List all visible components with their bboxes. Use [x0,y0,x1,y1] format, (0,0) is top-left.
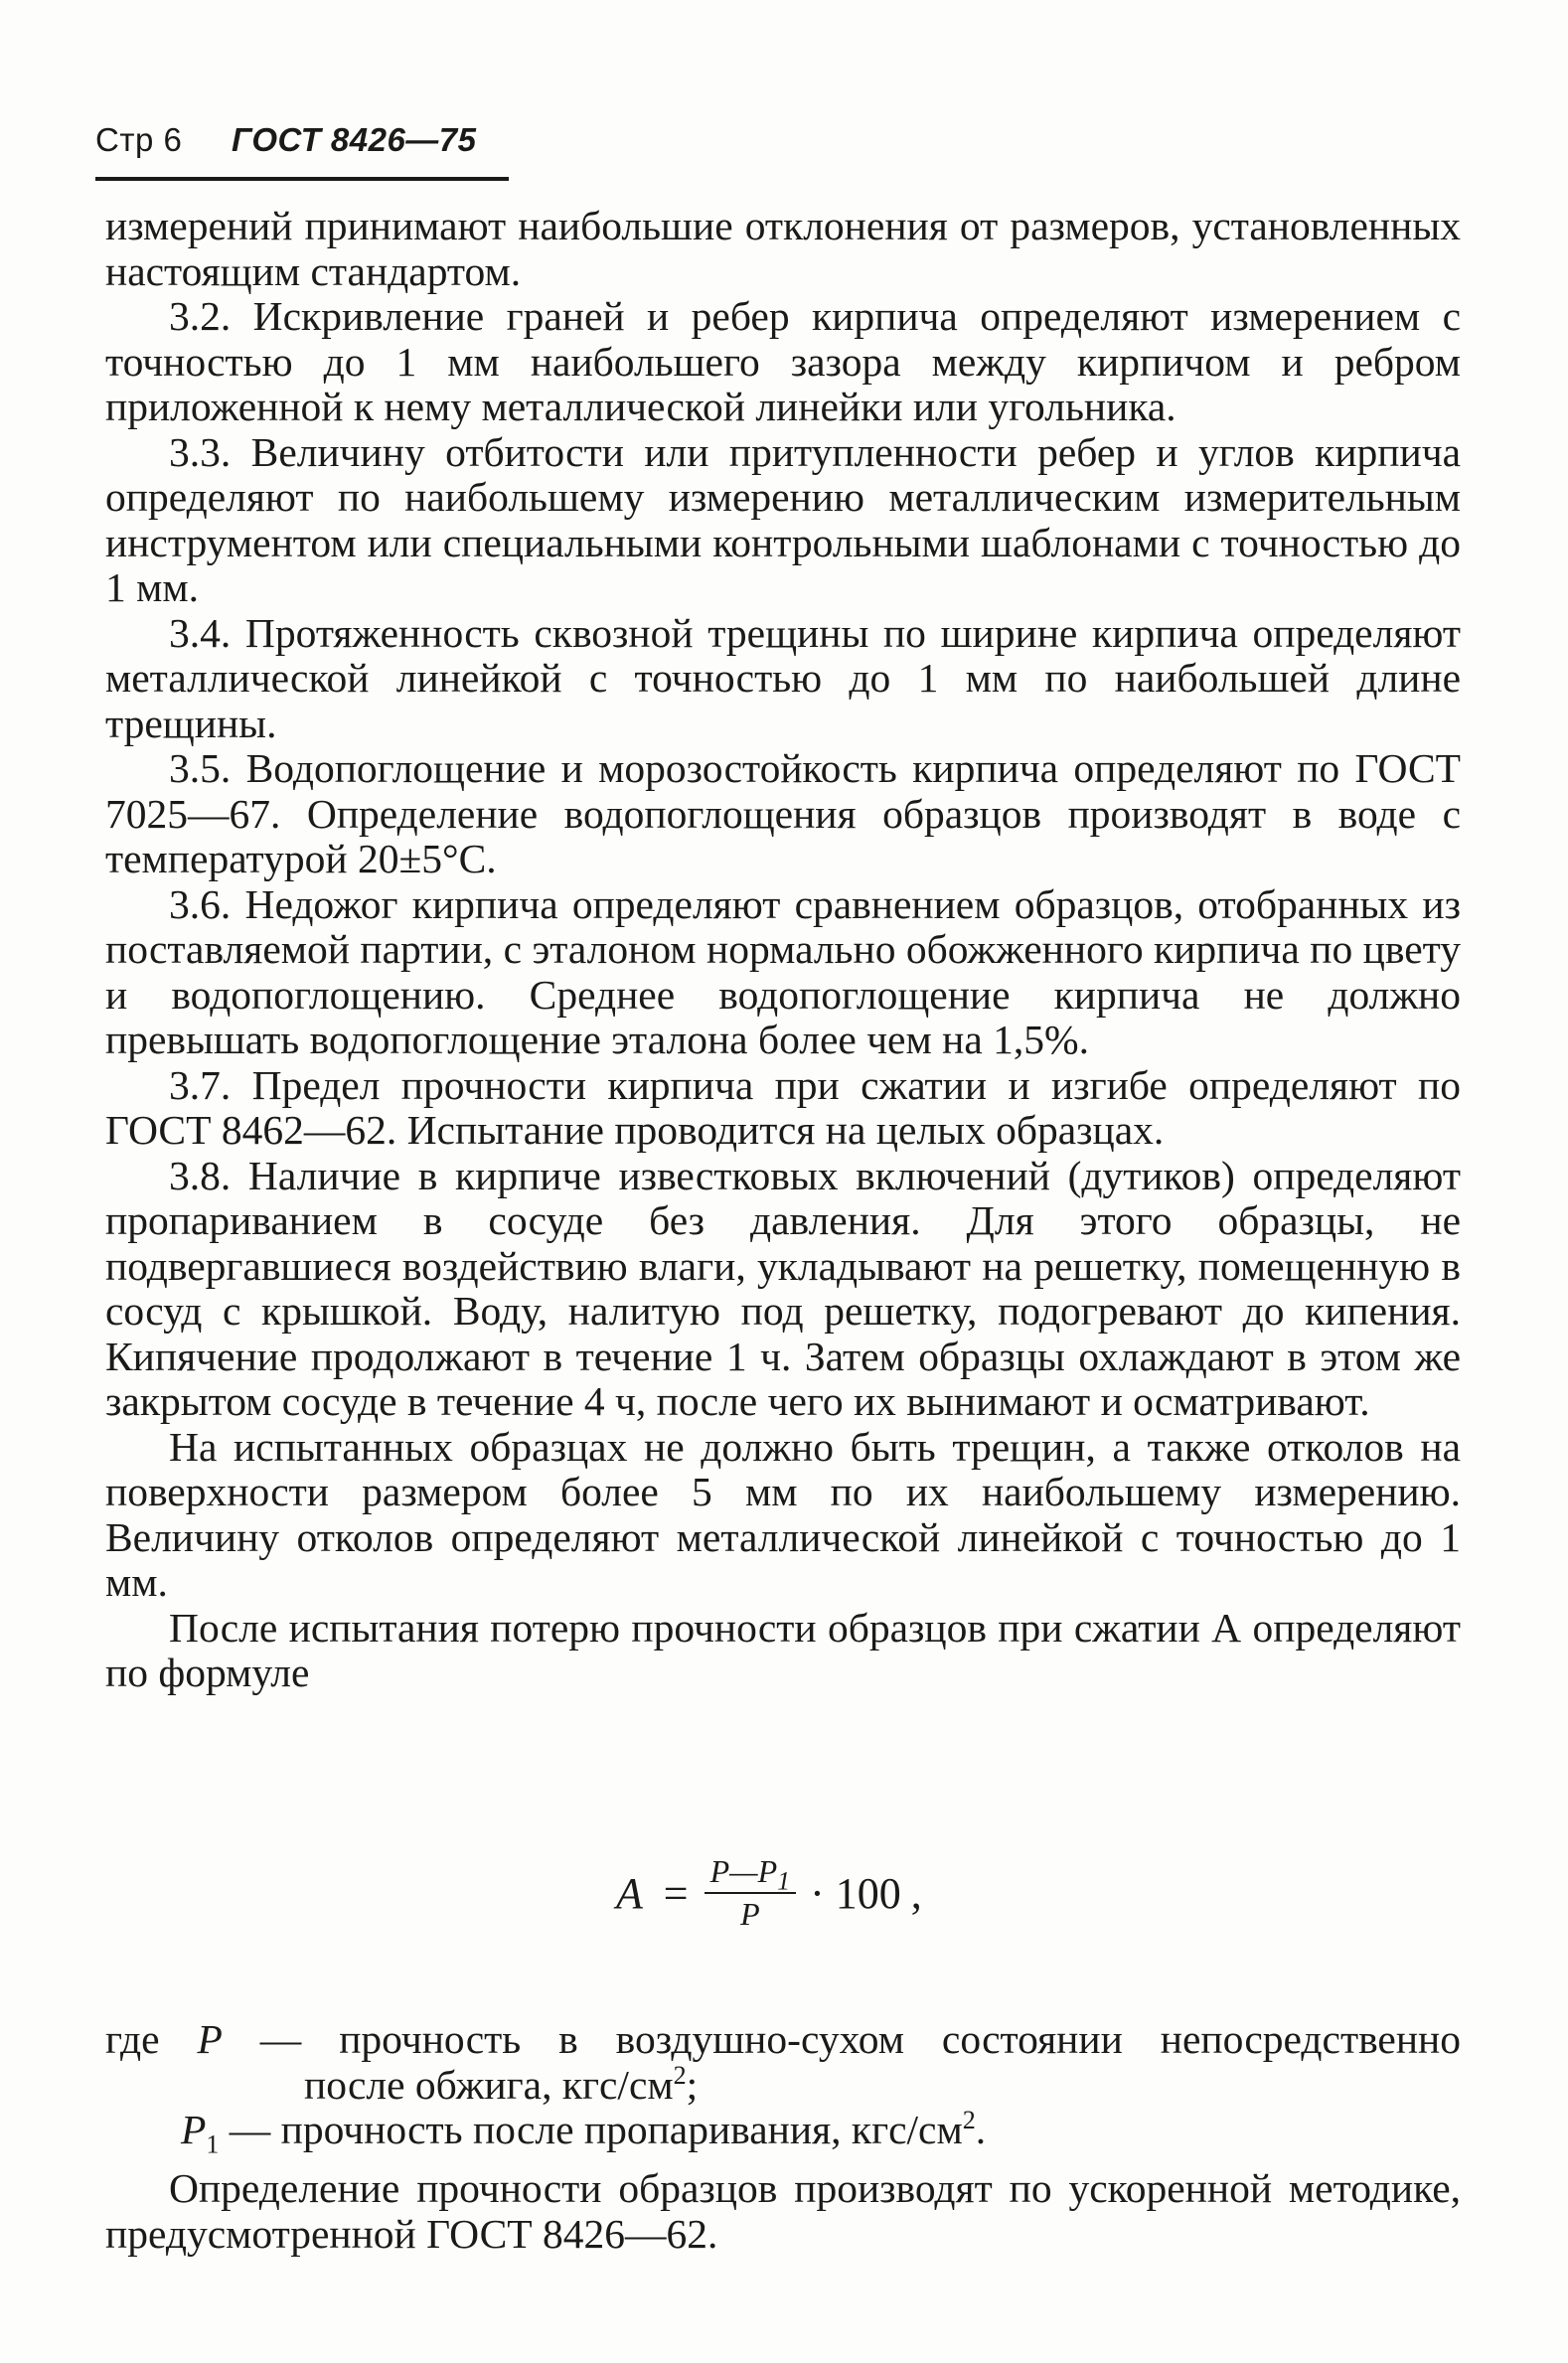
legend-p-line [105,2017,1461,2063]
paragraph-continuation: измерений принимают наибольшие отклонения от размеров, установленных настоящим стандартом. [105,203,1461,294]
legend-p-desc-1: — прочность в воздушно-сухом состоянии непосредственно [259,2016,1462,2062]
legend-p-continuation [105,2060,1461,2109]
header-rule [95,177,509,181]
legend-p1-desc: — прочность после пропаривания, кгс/см [229,2107,963,2152]
formula-lhs: A [616,1868,643,1918]
legend-p1-end: . [975,2107,987,2152]
formula-trailing-comma: , [910,1868,922,1918]
legend-prefix: где [105,2016,160,2062]
formula-numerator [705,1853,797,1894]
legend-p-end: ; [686,2061,699,2108]
formula-denominator: P [740,1896,760,1932]
legend-p1-line [105,2106,1461,2159]
legend-p1-unit-sup: 2 [962,2106,976,2135]
formula-legend [105,2016,1462,2159]
paragraph-3-2: 3.2. Искривление граней и ребер кирпича определяют измерением с точностью до 1 мм наибольшего зазора между кирпичом и ребром приложенной к нему металлической линейки или угольника. [105,293,1461,429]
strength-loss-formula [616,1838,922,1948]
legend-p-desc-2: после обжига, кгс/см [304,2061,674,2108]
page-number: Стр 6 [95,121,183,158]
page-header [95,121,477,159]
numerator-text: P—P [709,1853,778,1889]
paragraph-3-5: 3.5. Водопоглощение и морозостойкость кирпича определяют по ГОСТ 7025—67. Определение водопоглощения образцов производят в воде с температурой 20±5°С. [105,745,1461,881]
numerator-subscript: 1 [777,1866,791,1896]
standard-number: ГОСТ 8426—75 [232,121,477,158]
paragraph-3-4: 3.4. Протяженность сквозной трещины по ширине кирпича определяют металлической линейкой с точностью до 1 мм по наибольшей длине трещины. [105,609,1461,746]
legend-p1-symbol: P [181,2107,207,2152]
formula-fraction [705,1853,797,1933]
legend-p-unit-sup: 2 [673,2060,687,2090]
paragraph-3-3: 3.3. Величину отбитости или притупленности ребер и углов кирпича определяют по наибольшему измерению металлическим измерительным инструментом или специальными контрольными шаблонами с точностью до 1 мм. [105,428,1461,610]
paragraph-formula-intro: После испытания потерю прочности образцов при сжатии А определяют по формуле [105,1604,1461,1695]
paragraph-strength-method: Определение прочности образцов производят по ускоренной методике, предусмотренной ГОСТ 8426—62. [105,2165,1461,2257]
final-text [105,2166,1461,2257]
formula-multiplier: · 100 [810,1868,901,1918]
paragraph-3-6: 3.6. Недожог кирпича определяют сравнением образцов, отобранных из поставляемой партии, с эталоном нормально обожженного кирпича по цвету и водопоглощению. Среднее водопоглощение кирпича не должно превышать водопоглощение эталона более чем на 1,5%. [105,880,1461,1062]
paragraph-3-8: 3.8. Наличие в кирпиче известковых включений (дутиков) определяют пропариванием в сосуде без давления. Для этого образцы, не подвергавшиеся воздействию влаги, укладывают на решетку, помещенную в сосуд с крышкой. Воду, налитую под решетку, подогревают до кипения. Кипячение продолжают в течение 1 ч. Затем образцы охлаждают в этом же закрытом сосуде в течение 4 ч, после чего их вынимают и осматривают. [105,1152,1461,1424]
formula-equals: = [660,1868,691,1918]
legend-p1-subscript: 1 [206,2129,220,2159]
paragraph-3-7: 3.7. Предел прочности кирпича при сжатии и изгибе определяют по ГОСТ 8462—62. Испытание проводится на целых образцах. [105,1061,1461,1153]
paragraph-cracks: На испытанных образцах не должно быть трещин, а также отколов на поверхности размером более 5 мм по их наибольшему измерению. Величину отколов определяют металлической линейкой с точностью до 1 мм. [105,1423,1461,1605]
body-text [105,204,1461,1696]
legend-p-symbol: P [197,2016,223,2062]
